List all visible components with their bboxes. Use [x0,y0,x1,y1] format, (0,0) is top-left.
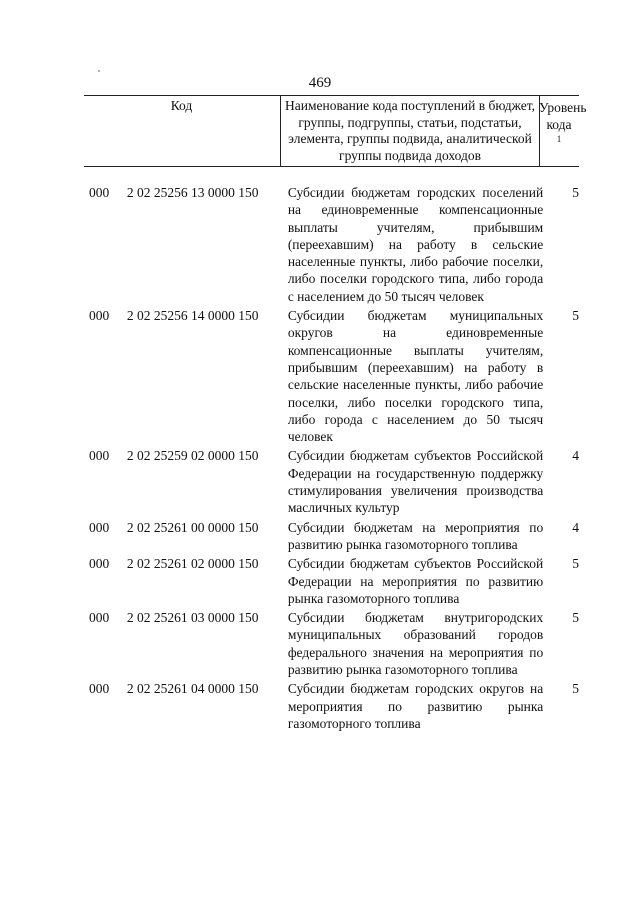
row-level: 5 [572,610,579,626]
row-level: 5 [572,681,579,697]
header-code [84,96,279,166]
row-code: 2 02 25261 02 0000 150 [126,556,259,572]
row-name: Субсидии бюджетам внутригородских муниципальных образований городов федерального значения на мероприятия по развитию рынка газомоторного топлива [287,610,544,678]
row-code: 2 02 25259 02 0000 150 [126,448,259,464]
table-row [84,519,579,554]
row-name: Субсидии бюджетам городских округов на мероприятия по развитию рынка газомоторного топлива [287,681,544,731]
table-row [84,555,579,607]
page-number: 469 [308,75,332,91]
row-level: 5 [572,556,579,572]
table-header [84,95,587,167]
row-code: 2 02 25261 03 0000 150 [126,610,259,626]
row-prefix: 000 [89,681,110,697]
header-level-text: Уровень кода [539,100,587,132]
row-name: Субсидии бюджетам субъектов Российской Федерации на государственную поддержку стимулирования увеличения производства масличных культур [287,448,544,516]
row-prefix: 000 [89,308,110,324]
table-row [84,447,579,516]
row-prefix: 000 [89,556,110,572]
table-row [84,307,579,445]
header-level-footnote: 1 [556,134,562,144]
header-level [539,96,587,166]
header-name: Наименование кода поступлений в бюджет, группы, подгруппы, статьи, подстатьи, элемента, группы подвида, аналитической группы подвида доходов [280,96,540,166]
row-code: 2 02 25261 00 0000 150 [126,519,259,535]
row-prefix: 000 [89,185,110,200]
row-name: Субсидии бюджетам муниципальных округов на единовременные компенсационные выплаты учителям, прибывшим (переехавшим) на работу в сельские населенные пункты, либо рабочие поселки, либо поселки городского типа, либо города с населением до 50 тысяч человек [287,308,544,445]
row-name: Субсидии бюджетам на мероприятия по развитию рынка газомоторного топлива [287,519,544,552]
row-name: Субсидии бюджетам городских поселений на единовременные компенсационные выплаты учителям, прибывшим (переехавшим) на работу в сельские населенные пункты, либо рабочие поселки, либо поселки городского типа, либо города с населением до 50 тысяч человек [287,185,544,304]
row-prefix: 000 [89,610,110,626]
row-level: 5 [572,185,579,200]
scan-speck [98,70,100,72]
table-row [84,680,579,732]
row-prefix: 000 [89,448,110,464]
header-level-label [539,96,587,150]
row-code: 2 02 25261 04 0000 150 [126,681,259,697]
row-code: 2 02 25256 13 0000 150 [126,185,259,200]
header-code-label: Код [170,98,193,113]
row-prefix: 000 [89,519,110,535]
row-level: 5 [572,308,579,324]
row-name: Субсидии бюджетам субъектов Российской Федерации на мероприятия по развитию рынка газомоторного топлива [287,556,544,606]
table-row [84,609,579,678]
row-level: 4 [572,519,579,535]
table-row [84,184,579,305]
table-body [84,184,579,734]
row-code: 2 02 25256 14 0000 150 [126,308,259,324]
row-level: 4 [572,448,579,464]
